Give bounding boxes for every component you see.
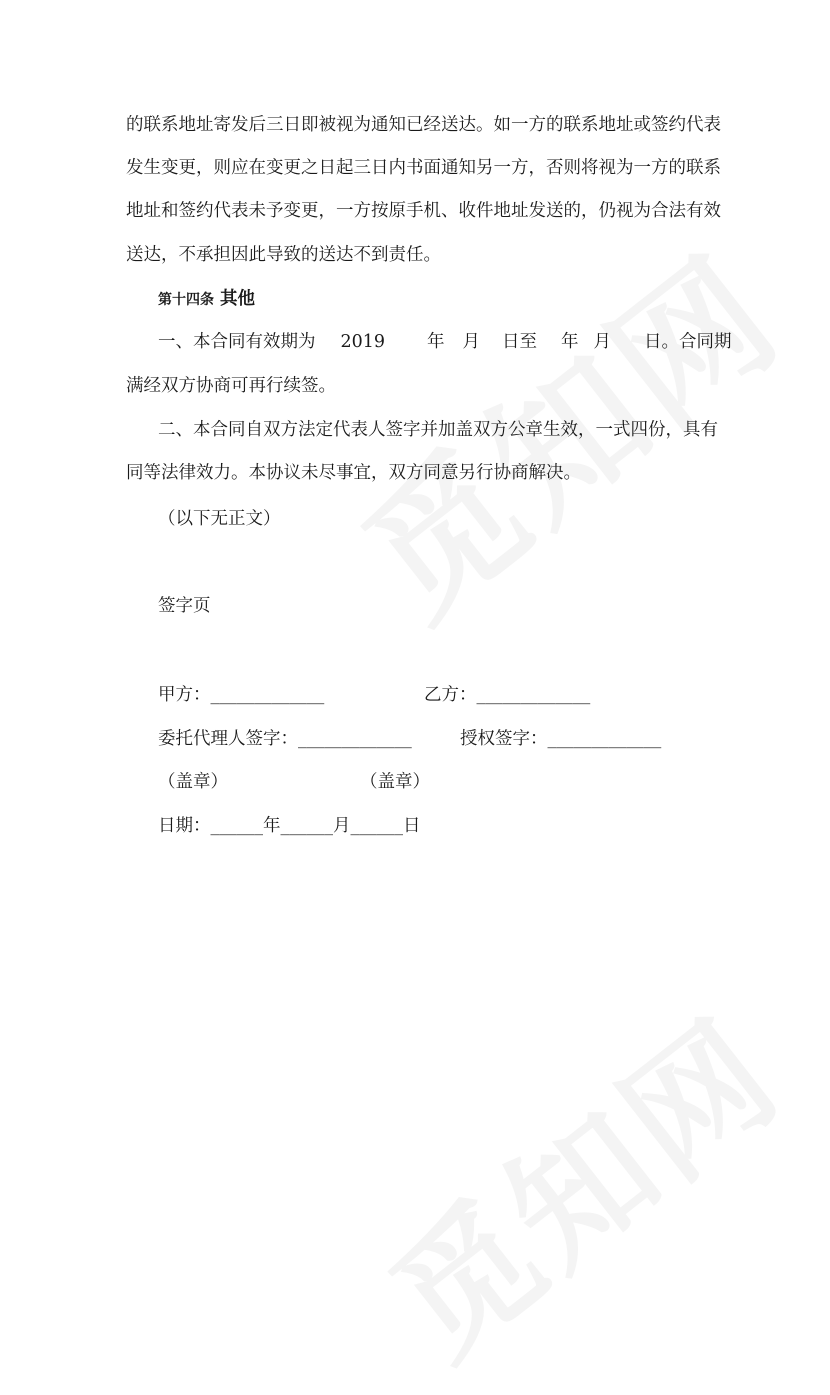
intro-line-2: 发生变更，则应在变更之日起三日内书面通知另一方，否则将视为一方的联系 bbox=[126, 158, 721, 178]
watermark bbox=[345, 966, 814, 1394]
clause-1-d2: 日。合同期 bbox=[644, 332, 732, 352]
clause-1-year: 2019 bbox=[340, 332, 386, 352]
clause-1-y1: 年 bbox=[427, 332, 445, 352]
seal-a: （盖章） bbox=[158, 772, 228, 792]
clause-1-d1: 日至 bbox=[502, 332, 538, 352]
date-field: 日期：______年______月______日 bbox=[158, 816, 421, 836]
intro-line-1: 的联系地址寄发后三日即被视为通知已经送达。如一方的联系地址或签约代表 bbox=[126, 115, 721, 135]
clause-1-m2: 月 bbox=[593, 332, 612, 352]
party-b-field: 乙方：_____________ bbox=[424, 685, 591, 705]
clause-2-line-2: 同等法律效力。本协议未尽事宜，双方同意另行协商解决。 bbox=[126, 463, 581, 483]
intro-line-4: 送达，不承担因此导致的送达不到责任。 bbox=[126, 245, 441, 265]
clause-1-line-1 bbox=[158, 330, 732, 354]
intro-line-3: 地址和签约代表未予变更，一方按原手机、收件地址发送的，仍视为合法有效 bbox=[126, 201, 721, 221]
auth-sign-field: 授权签字：_____________ bbox=[460, 729, 662, 749]
party-a-field: 甲方：_____________ bbox=[158, 685, 325, 705]
clause-1-y2: 年 bbox=[561, 332, 579, 352]
article-title: 其他 bbox=[220, 289, 255, 309]
article-heading bbox=[158, 287, 255, 312]
agent-sign-field: 委托代理人签字：_____________ bbox=[158, 729, 412, 749]
clause-1-m1: 月 bbox=[462, 332, 481, 352]
signature-page-title: 签字页 bbox=[158, 596, 211, 616]
clause-1-prefix: 一、本合同有效期为 bbox=[158, 332, 316, 352]
article-number: 第十四条 bbox=[158, 292, 214, 308]
seal-b: （盖章） bbox=[360, 772, 430, 792]
no-more-text: （以下无正文） bbox=[158, 509, 281, 529]
clause-2-line-1: 二、本合同自双方法定代表人签字并加盖双方公章生效，一式四份，具有 bbox=[158, 420, 718, 440]
clause-1-line-2: 满经双方协商可再行续签。 bbox=[126, 376, 336, 396]
